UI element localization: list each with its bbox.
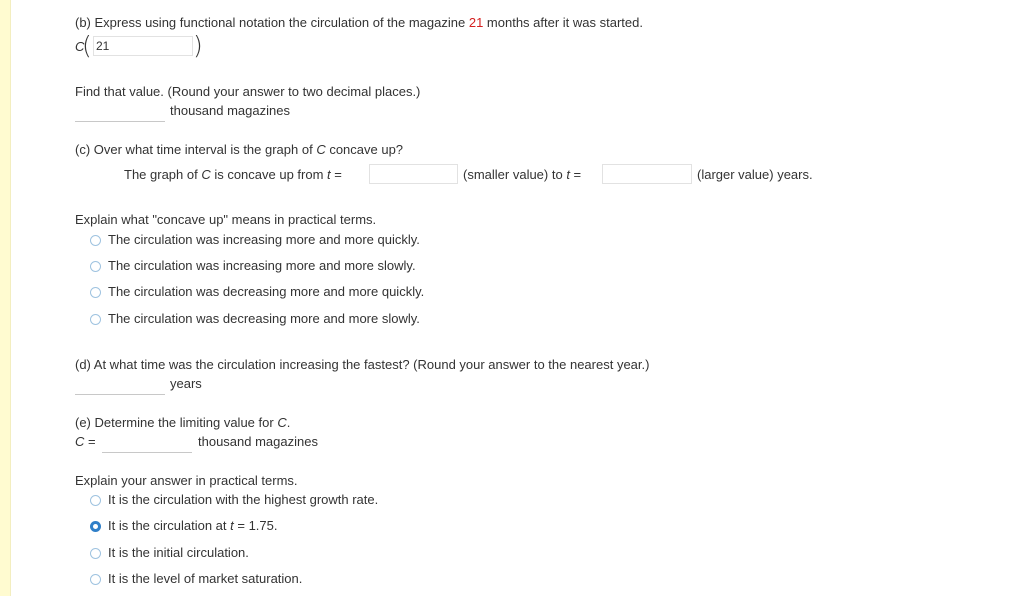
larger-value-label: (larger value) years. — [697, 167, 813, 182]
value-input[interactable] — [75, 102, 165, 122]
option-label: The circulation was decreasing more and more quickly. — [108, 284, 425, 299]
var-c: C — [201, 167, 211, 182]
radio-button[interactable] — [90, 314, 101, 325]
close-paren: ) — [193, 31, 203, 60]
radio-button[interactable] — [90, 235, 101, 246]
find-value-prompt: Find that value. (Round your answer to two decimal places.) — [75, 84, 421, 99]
option-label — [108, 518, 277, 533]
months-highlight: 21 — [468, 15, 484, 30]
radio-button[interactable] — [90, 574, 101, 585]
interval-to-input[interactable] — [602, 164, 692, 184]
interval-statement — [124, 167, 342, 182]
limiting-value-input[interactable] — [102, 433, 192, 453]
var-c: C — [75, 434, 85, 449]
var-c: C — [277, 415, 287, 430]
part-c-prompt — [75, 142, 403, 157]
value-unit: thousand magazines — [170, 103, 290, 118]
option-label: It is the initial circulation. — [108, 545, 249, 560]
var-c: C — [316, 142, 326, 157]
years-unit: years — [170, 376, 202, 391]
equals-sign: = — [330, 167, 342, 182]
limit-unit: thousand magazines — [198, 434, 318, 449]
option-label: The circulation was decreasing more and more slowly. — [108, 311, 420, 326]
part-b-prompt — [75, 15, 643, 30]
limit-explain-prompt: Explain your answer in practical terms. — [75, 473, 298, 488]
part-c-prompt-end: concave up? — [325, 142, 404, 157]
equals-sign: = — [569, 167, 582, 182]
option-label-prefix: It is the circulation at — [108, 518, 231, 533]
part-e-prompt-end: . — [286, 415, 291, 430]
option-label: The circulation was increasing more and more quickly. — [108, 232, 420, 247]
smaller-label-text: (smaller value) to — [463, 167, 567, 182]
equals-sign: = — [84, 434, 96, 449]
part-b-prompt-text: (b) Express using functional notation the circulation of the magazine — [75, 15, 469, 30]
interval-from-input[interactable] — [369, 164, 458, 184]
var-t: t — [327, 167, 331, 182]
smaller-value-label — [463, 167, 581, 182]
var-t: t — [230, 518, 234, 533]
function-letter: C — [75, 39, 85, 54]
radio-button[interactable] — [90, 495, 101, 506]
left-margin-bar — [0, 0, 11, 596]
radio-button[interactable] — [90, 548, 101, 559]
radio-button[interactable] — [90, 287, 101, 298]
option-label: It is the level of market saturation. — [108, 571, 303, 586]
limit-equation — [75, 434, 96, 449]
open-paren: ( — [82, 31, 92, 60]
interval-mid: is concave up from — [210, 167, 328, 182]
radio-button[interactable] — [90, 261, 101, 272]
concave-explain-prompt: Explain what "concave up" means in practical terms. — [75, 212, 377, 227]
part-d-prompt: (d) At what time was the circulation increasing the fastest? (Round your answer to the nearest year.) — [75, 357, 650, 372]
part-e-prompt-text: (e) Determine the limiting value for — [75, 415, 278, 430]
option-label: It is the circulation with the highest growth rate. — [108, 492, 379, 507]
part-b-prompt-text-end: months after it was started. — [483, 15, 643, 30]
function-argument-input[interactable] — [93, 36, 193, 56]
option-label: The circulation was increasing more and more slowly. — [108, 258, 416, 273]
var-t: t — [566, 167, 570, 182]
radio-button-selected[interactable] — [90, 521, 101, 532]
fastest-time-input[interactable] — [75, 375, 165, 395]
part-e-prompt — [75, 415, 290, 430]
interval-prefix: The graph of — [124, 167, 202, 182]
part-c-prompt-text: (c) Over what time interval is the graph of — [75, 142, 317, 157]
option-label-suffix: = 1.75. — [233, 518, 278, 533]
